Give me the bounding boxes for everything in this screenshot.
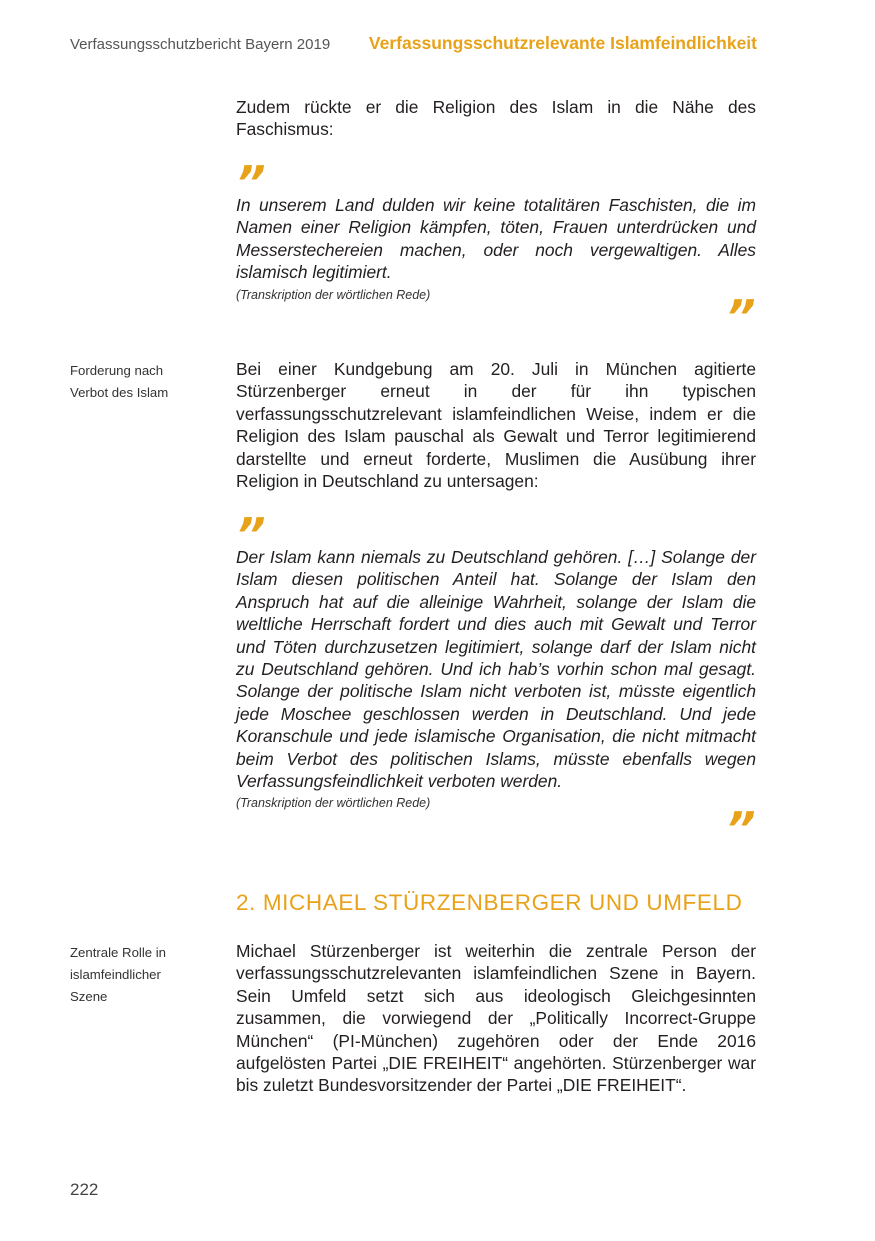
margin-note-line: Forderung nach [70,363,164,378]
quote-text: Der Islam kann niemals zu Deutschland gehören. […] Solange der Islam diesen politischen Anteil hat. Solange der Islam den Anspruch hat auf die alleinige Wahrheit, solange der Islam die weltliche Herrschaft fordert und dies auch mit Gewalt und Terror und Töten durchzusetzen legitimiert, solange darf der Islam nicht zu Deutschland gehören. Und ich hab’s vorhin schon mal gesagt. Solange der politische Islam nicht verboten ist, müsste eigentlich jede Moschee geschlossen werden in Deutschland. Und jede Koranschule und jede islamische Organisation, die nicht mitmacht beim Verbot des politischen Islams, müsste ebenfalls wegen Verfassungsfeindlichkeit verboten werden. [236,547,756,792]
paragraph: Bei einer Kundgebung am 20. Juli in München agitierte Stürzenberger erneut in der für ihn typischen verfassungsschutzrelevant islamfeindlichen Weise, indem er die Religion des Islam pauschal als Gewalt und Terror legitimierend darstellte und erneut forderte, Muslimen die Ausübung ihrer Religion in Deutschland zu untersagen: [236,359,756,492]
margin-note [70,942,210,1008]
intro-block [236,96,756,141]
paragraph-block [236,358,756,492]
quote-source: (Transkription der wörtlichen Rede) [236,796,431,811]
paragraph-block [236,940,756,1097]
quote-close-mark: ” [726,290,756,344]
chapter-title: Verfassungsschutzrelevante Islamfeindlichkeit [368,33,757,53]
quote-source: (Transkription der wörtlichen Rede) [236,287,431,302]
margin-note [70,360,210,404]
page-number: 222 [70,1180,99,1199]
margin-note-line: Szene [70,989,108,1004]
quote-text: In unserem Land dulden wir keine totalitären Faschisten, die im Namen einer Religion kämpfen, töten, Frauen unterdrücken und Messerstechereien machen, oder noch vergewaltigen. Alles islamisch legitimiert. [236,195,756,283]
paragraph: Michael Stürzenberger ist weiterhin die zentrale Person der verfassungsschutzrelevanten islamfeindlichen Szene in Bayern. Sein Umfeld setzt sich aus ideologisch Gleichgesinnten zusammen, die vorwiegend der „Politically Incorrect-Gruppe München“ (PI-München) zugehören oder der Ende 2016 aufgelösten Partei „DIE FREIHEIT“ angehörten. Stürzenberger war bis zuletzt Bundesvorsitzender der Partei „DIE FREIHEIT“. [236,941,756,1096]
quote-block-1 [236,194,756,302]
quote-block-2 [236,546,756,810]
margin-note-line: Zentrale Rolle in [70,945,167,960]
quote-open-mark: ” [236,508,266,562]
report-title: Verfassungsschutzbericht Bayern 2019 [70,36,331,53]
intro-paragraph: Zudem rückte er die Religion des Islam in die Nähe des Faschismus: [236,97,756,140]
margin-note-line: Verbot des Islam [70,385,169,400]
margin-note-line: islamfeindlicher [70,967,161,982]
section-heading: 2. MICHAEL STÜRZENBERGER UND UMFELD [236,890,743,915]
quote-close-mark: ” [726,802,756,856]
quote-open-mark: ” [236,156,266,210]
